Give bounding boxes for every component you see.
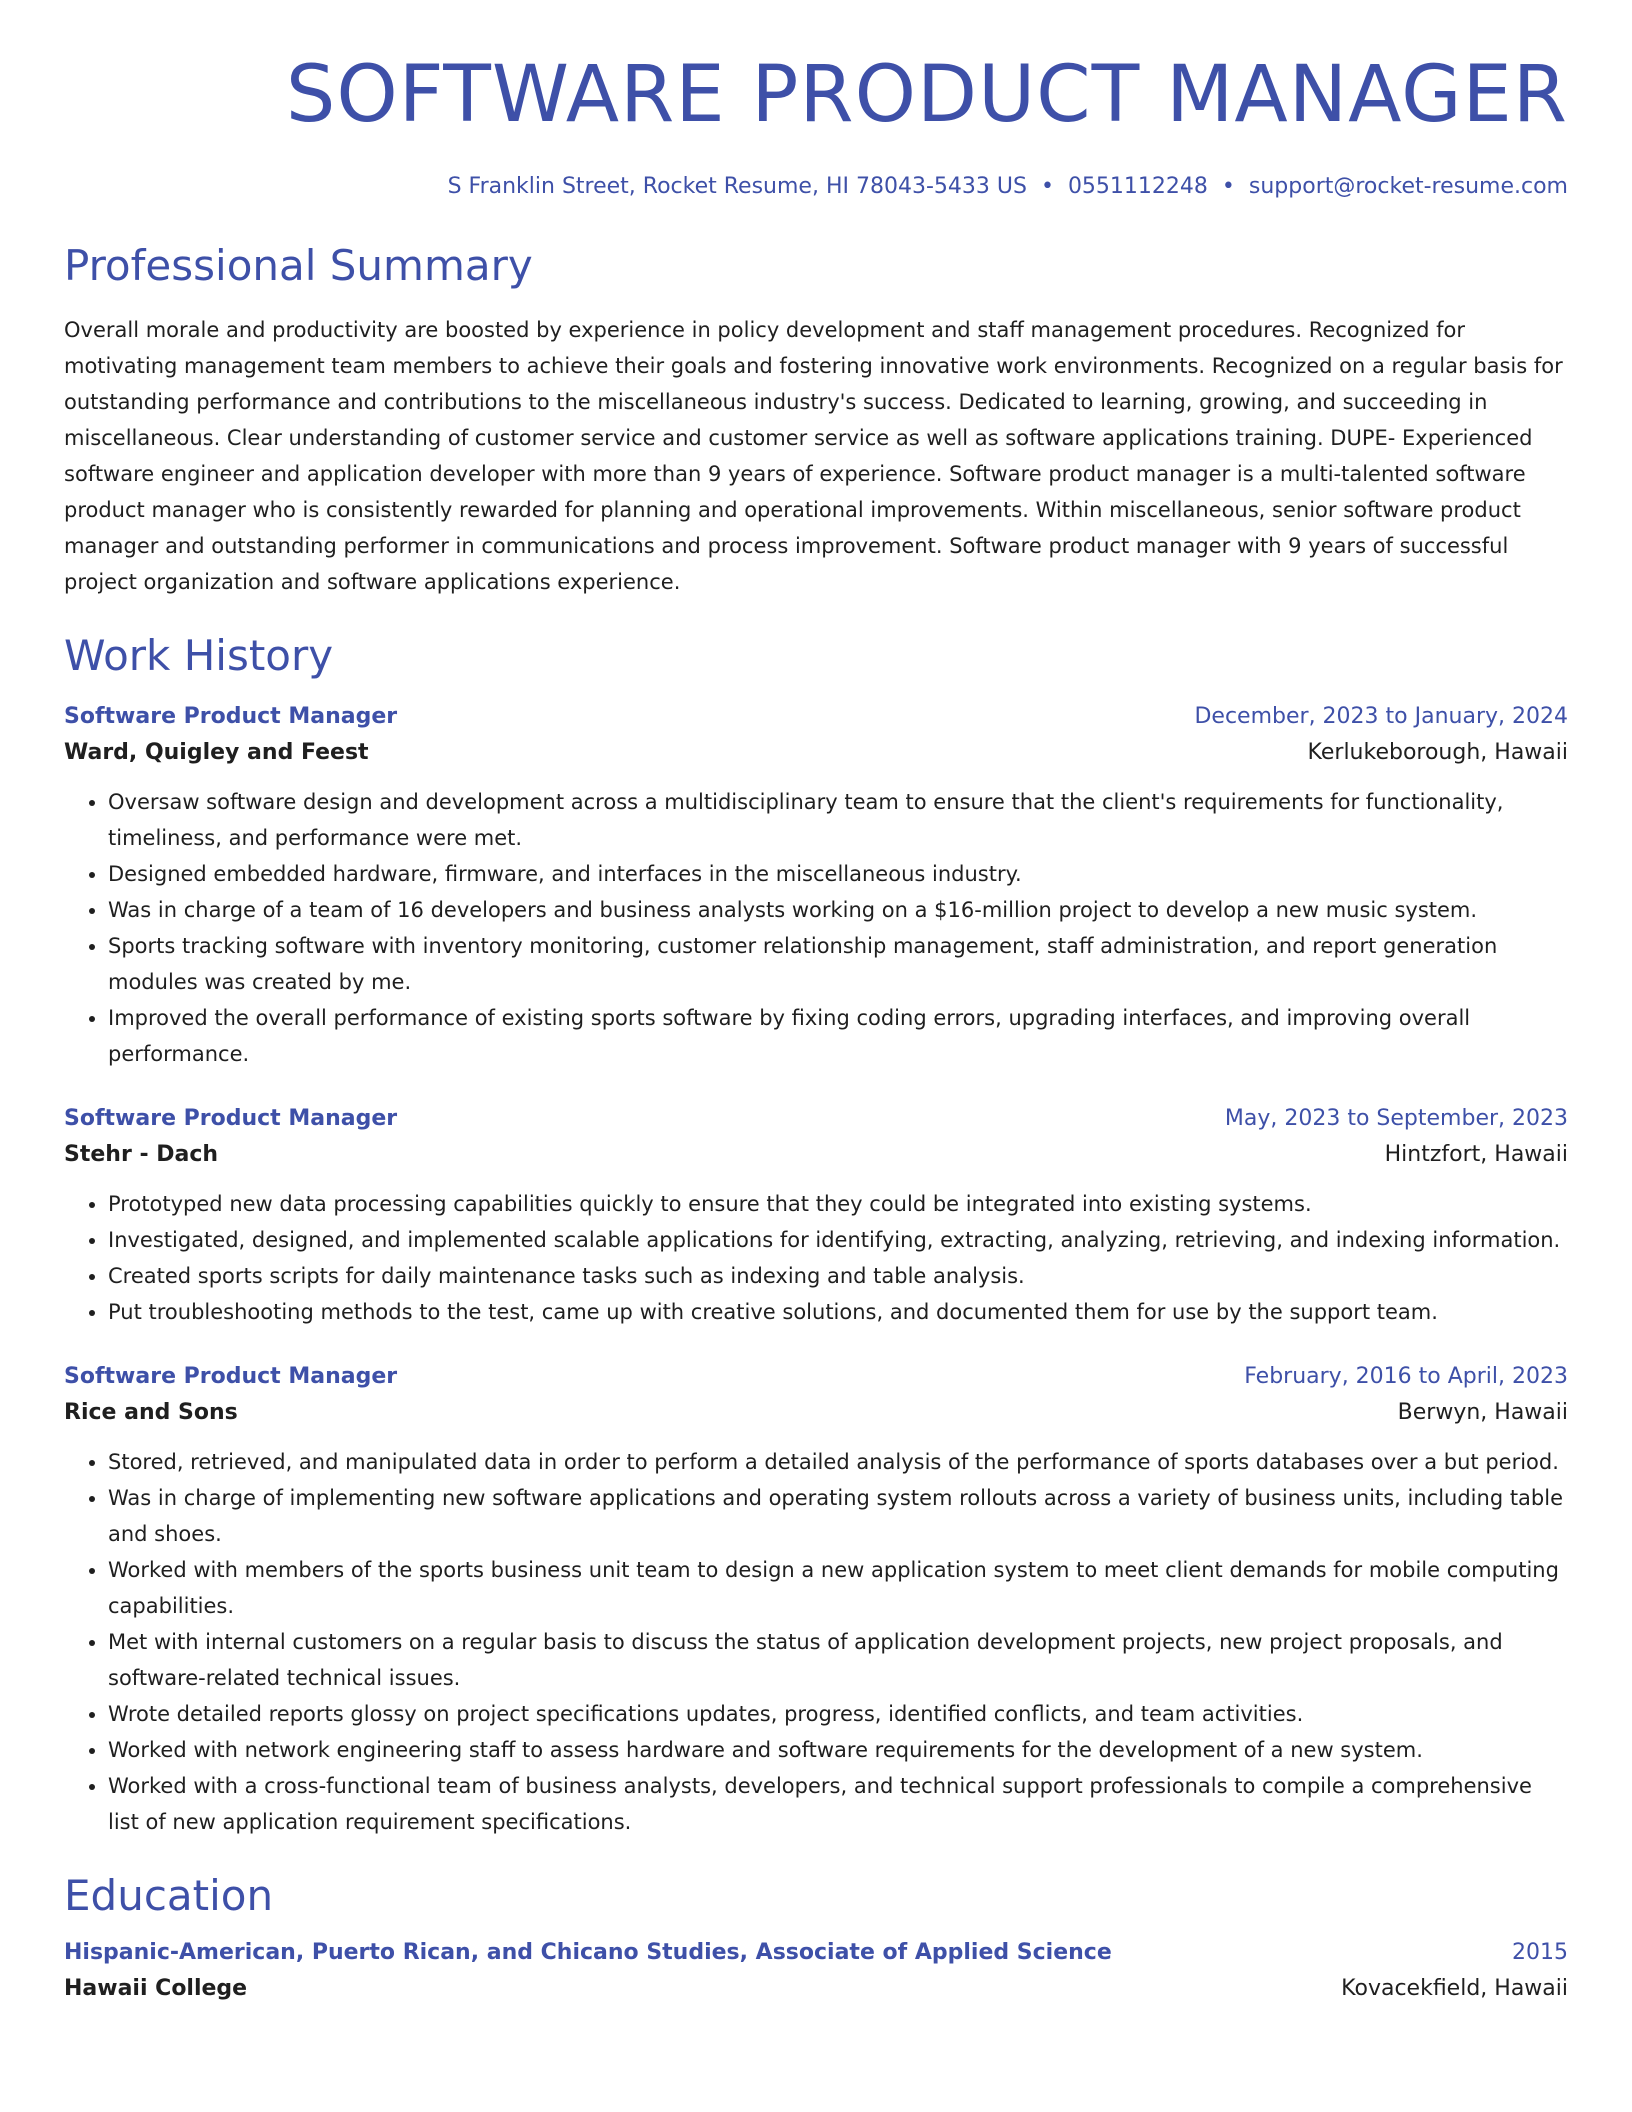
graduation-year: 2015 <box>1512 1940 1568 1965</box>
work-history-heading: Work History <box>64 631 334 680</box>
address: S Franklin Street, Rocket Resume, HI 78043-5433 US <box>447 174 1027 199</box>
summary-heading: Professional Summary <box>64 241 533 290</box>
bullet-item: • Worked with network engineering staff to assess hardware and software requirements for the development of a new system. <box>108 1732 1568 1768</box>
job-location: Hintzfort, Hawaii <box>1384 1142 1568 1167</box>
job-bullets <box>64 1444 1568 1840</box>
bullet-item: • Created sports scripts for daily maintenance tasks such as indexing and table analysis. <box>108 1258 1568 1294</box>
job-company: Rice and Sons <box>64 1400 238 1425</box>
school-location: Kovacekfield, Hawaii <box>1341 1976 1568 2001</box>
bullet-item: • Oversaw software design and development across a multidisciplinary team to ensure that the client's requirements for functionality, timeliness, and performance were met. <box>108 784 1568 856</box>
job-bullets <box>64 1186 1568 1330</box>
job-dates: May, 2023 to September, 2023 <box>1224 1106 1568 1131</box>
bullet-item: • Prototyped new data processing capabilities quickly to ensure that they could be integrated into existing systems. <box>108 1186 1568 1222</box>
bullet-item: • Stored, retrieved, and manipulated data in order to perform a detailed analysis of the performance of sports databases over a but period. <box>108 1444 1568 1480</box>
bullet-item: • Wrote detailed reports glossy on project specifications updates, progress, identified conflicts, and team activities. <box>108 1696 1568 1732</box>
job-bullets <box>64 784 1568 1072</box>
job-company: Stehr - Dach <box>64 1142 219 1167</box>
contact-line <box>64 172 1568 202</box>
bullet-item: • Worked with members of the sports business unit team to design a new application system to meet client demands for mobile computing capabilities. <box>108 1552 1568 1624</box>
email-link[interactable]: support@rocket-resume.com <box>1248 174 1568 199</box>
candidate-title: SOFTWARE PRODUCT MANAGER <box>285 50 1568 140</box>
school: Hawaii College <box>64 1976 248 2001</box>
bullet-item: • Put troubleshooting methods to the test, came up with creative solutions, and documented them for use by the support team. <box>108 1294 1568 1330</box>
bullet-item: • Was in charge of implementing new software applications and operating system rollouts across a variety of business units, including table and shoes. <box>108 1480 1568 1552</box>
job-role: Software Product Manager <box>64 704 398 729</box>
bullet-item: • Sports tracking software with inventory monitoring, customer relationship management, staff administration, and report generation modules was created by me. <box>108 928 1568 1000</box>
job-location: Berwyn, Hawaii <box>1397 1400 1568 1425</box>
job-location: Kerlukeborough, Hawaii <box>1307 740 1568 765</box>
bullet-item: • Improved the overall performance of existing sports software by fixing coding errors, upgrading interfaces, and improving overall performance. <box>108 1000 1568 1072</box>
separator-2: • <box>1221 174 1235 199</box>
job-role: Software Product Manager <box>64 1364 398 1389</box>
bullet-item: • Worked with a cross-functional team of business analysts, developers, and technical support professionals to compile a comprehensive list of new application requirement specifications. <box>108 1768 1568 1840</box>
bullet-item: • Was in charge of a team of 16 developers and business analysts working on a $16-million project to develop a new music system. <box>108 892 1568 928</box>
education-entry <box>64 1936 1568 2008</box>
job-dates: February, 2016 to April, 2023 <box>1244 1364 1568 1389</box>
job-entry <box>64 1102 1568 1330</box>
job-entry <box>64 1360 1568 1840</box>
separator-1: • <box>1040 174 1054 199</box>
summary-text: Overall morale and productivity are boosted by experience in policy development and staff management procedures. Recognized for motivating management team members to achieve their goals and fostering innovative work environments. Recognized on a regular basis for outstanding performance and contributions to the miscellaneous industry's success. Dedicated to learning, growing, and succeeding in miscellaneous. Clear understanding of customer service and customer service as well as software applications training. DUPE- Experienced software engineer and application developer with more than 9 years of experience. Software product manager is a multi-talented software product manager who is consistently rewarded for planning and operational improvements. Within miscellaneous, senior software product manager and outstanding performer in communications and process improvement. Software product manager with 9 years of successful project organization and software applications experience. <box>64 318 1563 594</box>
job-dates: December, 2023 to January, 2024 <box>1194 704 1568 729</box>
bullet-item: • Designed embedded hardware, firmware, and interfaces in the miscellaneous industry. <box>108 856 1568 892</box>
education-heading: Education <box>64 1871 274 1920</box>
job-entry <box>64 700 1568 1072</box>
job-role: Software Product Manager <box>64 1106 398 1131</box>
bullet-item: • Met with internal customers on a regular basis to discuss the status of application development projects, new project proposals, and software-related technical issues. <box>108 1624 1568 1696</box>
degree: Hispanic-American, Puerto Rican, and Chicano Studies, Associate of Applied Science <box>64 1940 1112 1965</box>
bullet-item: • Investigated, designed, and implemented scalable applications for identifying, extracting, analyzing, retrieving, and indexing information. <box>108 1222 1568 1258</box>
phone: 0551112248 <box>1067 174 1208 199</box>
job-company: Ward, Quigley and Feest <box>64 740 369 765</box>
